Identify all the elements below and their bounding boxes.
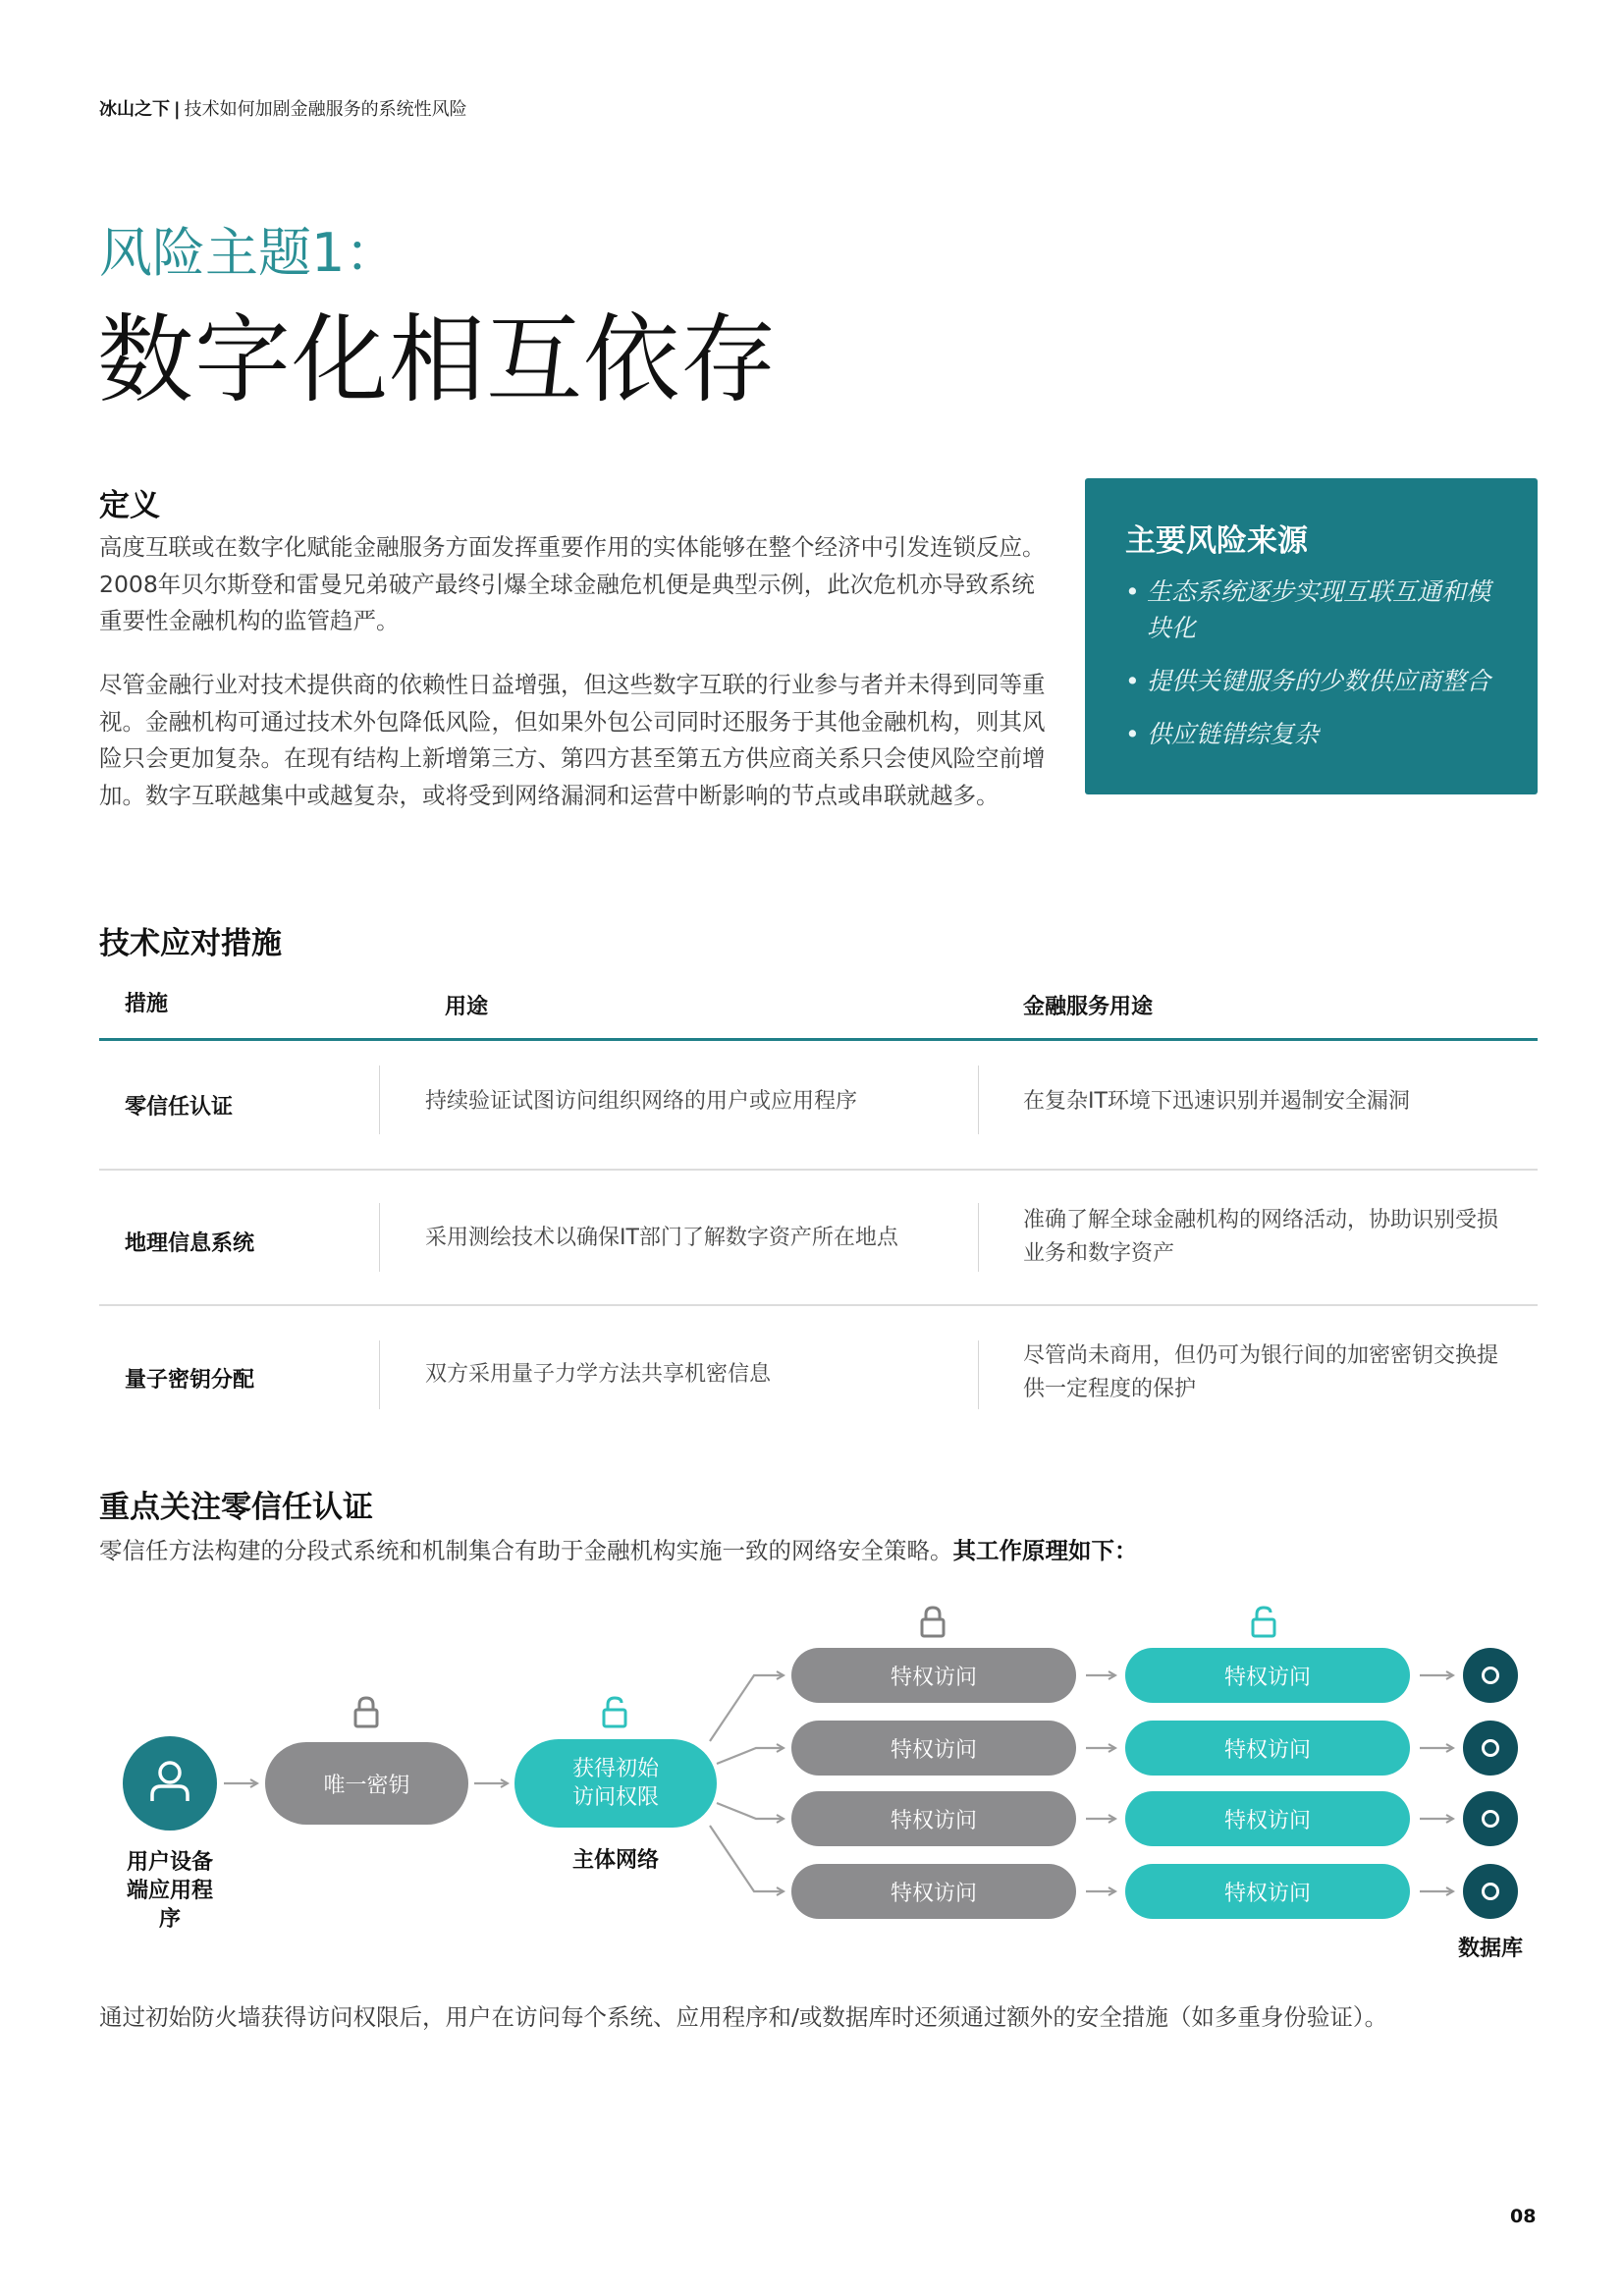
row-divider — [99, 1169, 1538, 1171]
zero-trust-intro-text: 零信任方法构建的分段式系统和机制集合有助于金融机构实施一致的网络安全策略。 — [99, 1537, 953, 1564]
measure-use: 采用测绘技术以确保IT部门了解数字资产所在地点 — [425, 1226, 898, 1250]
running-header — [99, 95, 467, 121]
database-label: 数据库 — [1457, 1937, 1523, 1961]
zero-trust-heading: 重点关注零信任认证 — [99, 1490, 373, 1525]
column-divider — [379, 1066, 380, 1134]
user-device-label: 用户设备端应用程序 — [126, 1850, 213, 1932]
zero-trust-intro-bold: 其工作原理如下： — [952, 1537, 1138, 1564]
section-kicker: 风险主题1： — [99, 222, 399, 284]
page-number: 08 — [1510, 2206, 1537, 2227]
measure-name: 地理信息系统 — [125, 1231, 255, 1256]
page-title: 数字化相互依存 — [97, 304, 779, 416]
lock-closed-icon — [352, 1695, 380, 1728]
definition-para-2: 尽管金融行业对技术提供商的依赖性日益增强，但这些数字互联的行业参与者并未得到同等重视。金融机构可通过技术外包降低风险，但如果外包公司同时还服务于其他金融机构，则其风险只会更加复杂。在现有结构上新增第三方、第四方甚至第五方供应商关系只会使风险空前增加。数字互联越集中或越复杂，或将受到网络漏洞和运营中断影响的节点或串联就越多。 — [99, 671, 1046, 809]
measure-name: 零信任认证 — [125, 1095, 234, 1120]
zero-trust-intro — [99, 1533, 1523, 1570]
measure-fs-use: 尽管尚未商用，但仍可为银行间的加密密钥交换提供一定程度的保护 — [1023, 1343, 1499, 1401]
column-divider — [978, 1203, 979, 1272]
measures-heading: 技术应对措施 — [99, 926, 282, 961]
privileged-access-granted-node: 特权访问 — [1125, 1648, 1410, 1703]
header-brand: 冰山之下 — [99, 99, 170, 120]
risk-source-item: • 供应链错综复杂 — [1125, 716, 1502, 752]
risk-source-item: • 生态系统逐步实现互联互通和模块化 — [1125, 574, 1502, 646]
risk-sources-heading: 主要风险来源 — [1125, 523, 1308, 559]
privileged-access-node: 特权访问 — [791, 1648, 1076, 1703]
table-header-rule — [99, 1038, 1538, 1041]
database-icon — [1463, 1721, 1518, 1776]
lock-open-icon — [1250, 1605, 1277, 1638]
lock-closed-icon — [919, 1605, 947, 1638]
privileged-access-node: 特权访问 — [791, 1721, 1076, 1776]
definition-para-1: 高度互联或在数字化赋能金融服务方面发挥重要作用的实体能够在整个经济中引发连锁反应。2008年贝尔斯登和雷曼兄弟破产最终引爆全球金融危机便是典型示例，此次危机亦导致系统重要性金融机构的监管趋严。 — [99, 533, 1046, 634]
column-header-measure: 措施 — [125, 992, 169, 1016]
column-divider — [379, 1203, 380, 1272]
database-icon — [1463, 1648, 1518, 1703]
measure-fs-use: 在复杂IT环境下迅速识别并遏制安全漏洞 — [1023, 1089, 1410, 1114]
privileged-access-granted-node: 特权访问 — [1125, 1864, 1410, 1919]
privileged-access-node: 特权访问 — [791, 1791, 1076, 1846]
measure-name: 量子密钥分配 — [125, 1368, 255, 1393]
initial-access-node: 获得初始访问权限 — [514, 1739, 717, 1828]
column-header-fs-use: 金融服务用途 — [1023, 995, 1154, 1019]
header-subtitle: 技术如何加剧金融服务的系统性风险 — [184, 99, 467, 120]
column-divider — [978, 1340, 979, 1409]
header-separator: | — [174, 99, 181, 120]
measure-use: 持续验证试图访问组织网络的用户或应用程序 — [425, 1089, 858, 1114]
database-icon — [1463, 1864, 1518, 1919]
measure-fs-use: 准确了解全球金融机构的网络活动，协助识别受损业务和数字资产 — [1023, 1208, 1499, 1266]
column-header-use: 用途 — [445, 995, 489, 1019]
database-icon — [1463, 1791, 1518, 1846]
user-device-icon — [123, 1736, 217, 1831]
privileged-access-granted-node: 特权访问 — [1125, 1791, 1410, 1846]
unique-key-node: 唯一密钥 — [265, 1742, 468, 1825]
measure-use: 双方采用量子力学方法共享机密信息 — [425, 1362, 772, 1387]
risk-source-item: • 提供关键服务的少数供应商整合 — [1125, 663, 1502, 699]
risk-sources-box — [1085, 478, 1538, 794]
privileged-access-granted-node: 特权访问 — [1125, 1721, 1410, 1776]
row-divider — [99, 1304, 1538, 1306]
lock-open-icon — [601, 1695, 628, 1728]
definition-heading: 定义 — [99, 488, 160, 523]
risk-sources-list — [1125, 574, 1502, 752]
privileged-access-node: 特权访问 — [791, 1864, 1076, 1919]
column-divider — [978, 1066, 979, 1134]
column-divider — [379, 1340, 380, 1409]
main-network-label: 主体网络 — [571, 1848, 659, 1873]
zero-trust-footer: 通过初始防火墙获得访问权限后，用户在访问每个系统、应用程序和/或数据库时还须通过额外的安全措施（如多重身份验证）。 — [99, 2003, 1388, 2031]
